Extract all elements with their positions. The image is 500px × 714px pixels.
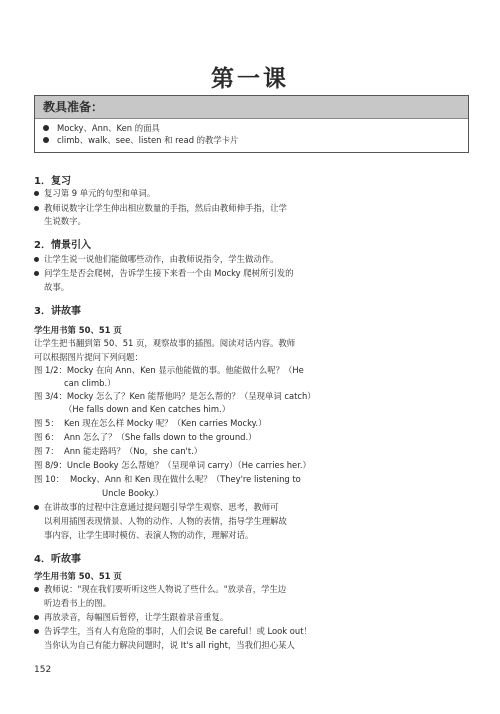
text-line: 当你认为自己有能力解决问题时，说 It's all right，当我们担心某人 (44, 640, 295, 650)
bullet-line: 教师说："现在我们要听听这些人物说了些什么。"放录音，学生边 (34, 584, 286, 595)
text-line: Uncle Booky.） (102, 488, 164, 498)
text-line: Ann 怎么了？（She falls down to the ground.） (64, 432, 257, 442)
text-line: 故事。 (44, 282, 70, 292)
text-line: 听边看书上的图。 (44, 598, 111, 608)
section-heading-review: 1．复习 (34, 176, 71, 187)
text-line: 图 8/9：Uncle Booky 怎么帮她？（呈现单词 carry）（He carries her.） (34, 460, 311, 470)
text-line: （He falls down and Ken catches him.） (64, 404, 231, 414)
text-line: Ann 能走路吗？（No，she can't.） (64, 446, 203, 456)
picture-label: 图 5： (34, 418, 59, 428)
page-number: 152 (34, 665, 52, 675)
bullet-line: 告诉学生，当有人有危险的事时，人们会说 Be careful！或 Look out！ (34, 626, 312, 637)
bullet-line: 让学生说一说他们能做哪些动作，由教师说指令，学生做动作。 (34, 254, 279, 265)
text-line: 让学生把书翻到第 50、51 页，观察故事的插图。阅读对话内容。教师 (34, 338, 296, 348)
bullet-line: 在讲故事的过程中注意通过提问题引导学生观察、思考，教师可 (34, 502, 279, 513)
text-line: 图 1/2：Mocky 在向 Ann、Ken 显示他能做的事。他能做什么呢？（He (34, 365, 304, 375)
lesson-title: 第一课 (211, 66, 289, 92)
materials-item: Mocky、Ann、Ken 的面具 (43, 122, 468, 134)
materials-list (35, 119, 468, 146)
section-heading-listen: 4．听故事 (34, 554, 81, 565)
text-line: 以利用插图表现情景、人物的动作、人物的表情，指导学生理解故 (44, 516, 287, 526)
bullet-icon (43, 137, 49, 143)
text-line: 可以根据图片提问下列问题： (34, 352, 143, 362)
text-line: can climb.） (64, 378, 116, 388)
section-heading-intro: 2．情景引入 (34, 240, 91, 251)
materials-item: climb、walk、see、listen 和 read 的教学卡片 (43, 134, 468, 146)
materials-heading: 教具准备： (35, 96, 468, 119)
picture-label: 图 10： (34, 474, 65, 484)
bullet-line: 复习第 9 单元的句型和单词。 (34, 188, 155, 199)
bullet-line: 再放录音，每幅图后暂停，让学生跟着录音重复。 (34, 612, 228, 623)
text-line: 生说数字。 (44, 216, 86, 226)
text-line: Ken 现在怎么样 Mocky 呢？（Ken carries Mocky.） (64, 418, 267, 428)
picture-label: 图 6： (34, 432, 59, 442)
text-line: Mocky、Ann 和 Ken 现在做什么呢？（They're listening to (70, 474, 301, 484)
subheading-pages: 学生用书第 50、51 页 (34, 571, 122, 581)
bullet-line: 问学生是否会爬树，告诉学生接下来看一个由 Mocky 爬树所引发的 (34, 268, 294, 279)
text-line: 事内容，让学生即时模仿、表演人物的动作，理解对话。 (44, 530, 254, 540)
materials-box (34, 95, 469, 153)
picture-label: 图 7： (34, 446, 59, 456)
bullet-line: 教师说数字让学生伸出相应数量的手指，然后由教师伸手指，让学 (34, 203, 287, 214)
bullet-icon (43, 125, 49, 131)
subheading-pages: 学生用书第 50、51 页 (34, 325, 122, 335)
text-line: 图 3/4：Mocky 怎么了？Ken 能帮他吗？是怎么帮的？（呈现单词 catch） (34, 391, 316, 401)
section-heading-story: 3．讲故事 (34, 306, 81, 317)
